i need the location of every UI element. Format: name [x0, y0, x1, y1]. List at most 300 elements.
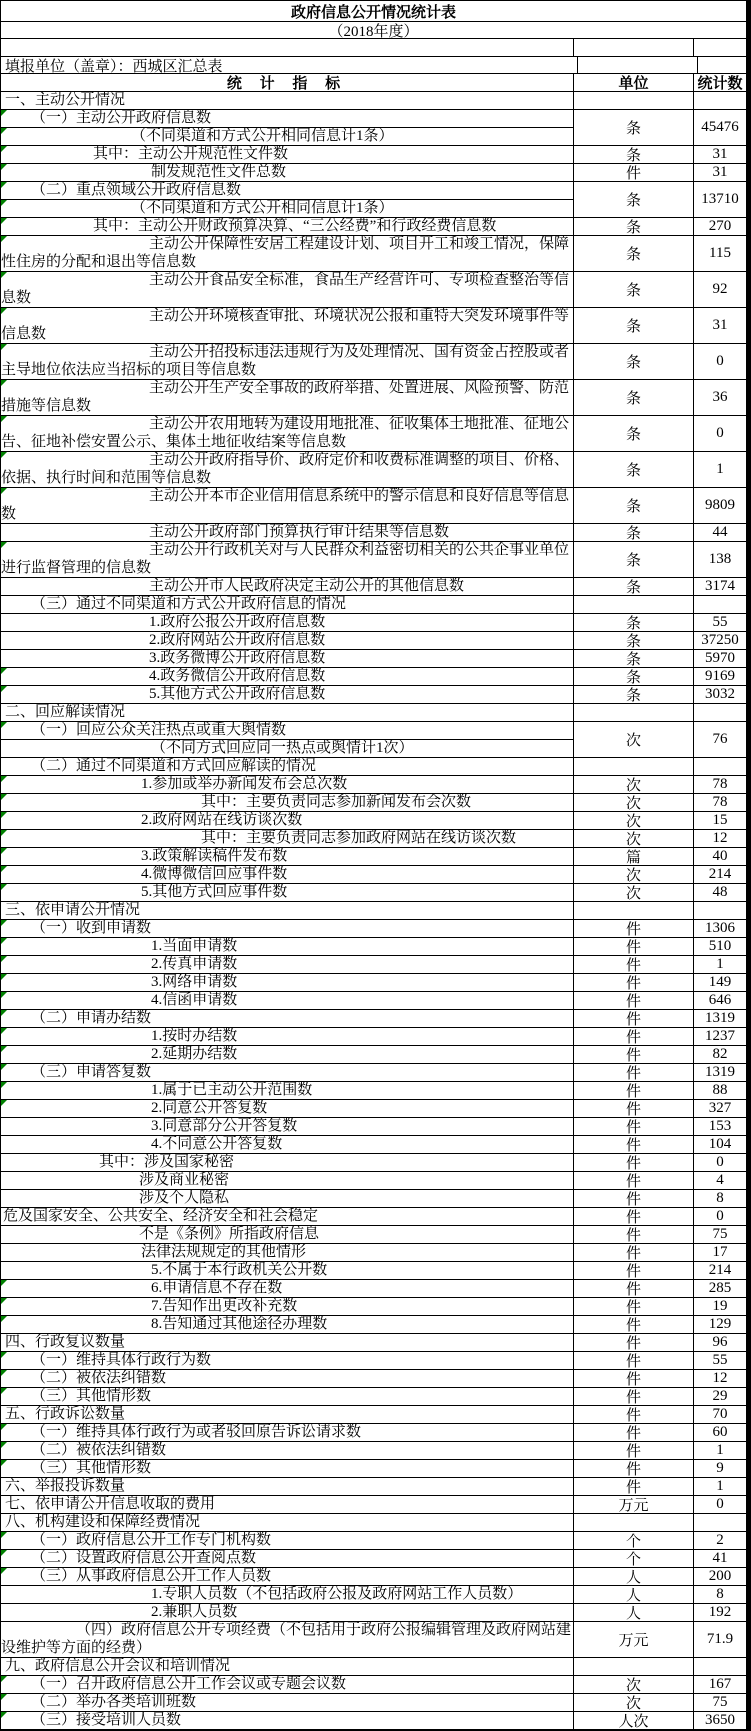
- unit-cell[interactable]: 万元: [574, 1622, 694, 1657]
- value-cell[interactable]: 1: [716, 1442, 724, 1458]
- value-cell[interactable]: 92: [712, 281, 728, 297]
- value-cell[interactable]: 1319: [705, 1064, 735, 1080]
- indicator-cell[interactable]: [1, 1064, 574, 1081]
- blank-value-cell[interactable]: [694, 39, 746, 56]
- value-cell[interactable]: 9809: [705, 497, 735, 513]
- excel-error-marker-icon: [1, 992, 7, 998]
- excel-error-marker-icon: [1, 200, 7, 206]
- unit-cell[interactable]: 条: [574, 236, 694, 271]
- unit-cell[interactable]: [574, 1658, 694, 1675]
- indicator-text: （二）被依法纠错数: [31, 1442, 167, 1458]
- unit-cell[interactable]: 件: [574, 1352, 694, 1369]
- unit-cell[interactable]: 件: [574, 1172, 694, 1189]
- value-cell[interactable]: 60: [712, 1424, 728, 1440]
- value-cell[interactable]: 9: [716, 1460, 724, 1476]
- value-cell[interactable]: 138: [708, 551, 732, 567]
- excel-error-marker-icon: [1, 938, 7, 944]
- indicator-cell[interactable]: [1, 1334, 574, 1351]
- indicator-cell[interactable]: [1, 1622, 574, 1657]
- unit-cell[interactable]: 件: [574, 1262, 694, 1279]
- unit-cell[interactable]: 万元: [574, 1496, 694, 1513]
- indicator-cell[interactable]: [1, 632, 574, 649]
- indicator-cell[interactable]: [1, 1316, 574, 1333]
- indicator-cell[interactable]: [1, 1352, 574, 1369]
- indicator-cell[interactable]: [1, 830, 574, 847]
- indicator-cell[interactable]: [1, 578, 574, 595]
- indicator-cell[interactable]: [1, 380, 574, 415]
- indicator-cell[interactable]: [1, 668, 574, 685]
- value-cell[interactable]: 0: [716, 425, 724, 441]
- value-cell[interactable]: 71.9: [706, 1631, 734, 1647]
- indicator-cell[interactable]: [1, 1712, 574, 1729]
- indicator-cell[interactable]: [1, 848, 574, 865]
- value-cell[interactable]: 1: [716, 956, 724, 972]
- indicator-cell[interactable]: [1, 1136, 574, 1153]
- unit-cell[interactable]: 条: [574, 632, 694, 649]
- indicator-cell[interactable]: [1, 164, 574, 181]
- value-cell[interactable]: 55: [712, 1352, 728, 1368]
- value-cell[interactable]: [694, 1514, 746, 1531]
- indicator-cell[interactable]: [1, 1046, 574, 1063]
- indicator-text: 三、依申请公开情况: [5, 902, 141, 918]
- table-row: [1, 1496, 746, 1514]
- table-row: [1, 1712, 746, 1729]
- table-row: [1, 722, 746, 758]
- value-cell[interactable]: 285: [708, 1280, 732, 1296]
- unit-cell[interactable]: 件: [574, 974, 694, 991]
- indicator-cell[interactable]: [1, 1460, 574, 1477]
- indicator-cell[interactable]: [1, 488, 574, 523]
- value-cell[interactable]: 9169: [705, 668, 735, 684]
- indicator-text: 3.网络申请数: [151, 974, 238, 990]
- value-cell[interactable]: 44: [712, 524, 728, 540]
- indicator-cell[interactable]: [1, 812, 574, 829]
- unit-cell[interactable]: [574, 704, 694, 721]
- value-cell[interactable]: 19: [712, 1298, 728, 1314]
- indicator-cell[interactable]: [1, 956, 574, 973]
- indicator-cell[interactable]: [1, 1388, 574, 1405]
- unit-cell[interactable]: 人: [574, 1604, 694, 1621]
- value-cell[interactable]: [694, 902, 746, 919]
- table-row: [1, 542, 746, 578]
- unit-cell[interactable]: [574, 92, 694, 109]
- excel-error-marker-icon: [1, 1676, 7, 1682]
- unit-cell[interactable]: 件: [574, 1280, 694, 1297]
- indicator-cell[interactable]: [1, 1118, 574, 1135]
- indicator-text: 其中：主动公开财政预算决算、“三公经费”和行政经费信息数: [93, 218, 497, 234]
- unit-cell[interactable]: 条: [574, 578, 694, 595]
- indicator-text: 主动公开招投标违法违规行为及处理情况、国有资金占控股或者主导地位依法应当招标的项目等信息数: [1, 344, 570, 378]
- unit-cell[interactable]: 件: [574, 1028, 694, 1045]
- unit-cell[interactable]: 件: [574, 1334, 694, 1351]
- unit-cell[interactable]: 件: [574, 1442, 694, 1459]
- value-cell[interactable]: 82: [712, 1046, 728, 1062]
- indicator-cell[interactable]: [1, 992, 574, 1009]
- unit-cell[interactable]: 条: [574, 110, 694, 145]
- unit-cell[interactable]: 次: [574, 812, 694, 829]
- value-cell[interactable]: [694, 1658, 746, 1675]
- excel-error-marker-icon: [1, 974, 7, 980]
- value-cell[interactable]: 2: [716, 1532, 724, 1548]
- value-cell[interactable]: 327: [708, 1100, 732, 1116]
- value-cell[interactable]: 104: [708, 1136, 732, 1152]
- excel-error-marker-icon: [1, 686, 7, 692]
- indicator-text: （三）其他情形数: [31, 1460, 152, 1476]
- indicator-cell[interactable]: [1, 146, 574, 163]
- column-header-indicator[interactable]: 统 计 指 标: [1, 74, 574, 91]
- indicator-cell[interactable]: [1, 1694, 574, 1711]
- unit-cell[interactable]: 个: [574, 1550, 694, 1567]
- indicator-cell[interactable]: [1, 776, 574, 793]
- unit-cell[interactable]: 条: [574, 452, 694, 487]
- unit-cell[interactable]: 条: [574, 686, 694, 703]
- value-cell[interactable]: 96: [712, 1334, 728, 1350]
- unit-cell[interactable]: 件: [574, 1298, 694, 1315]
- unit-cell[interactable]: 条: [574, 416, 694, 451]
- unit-cell[interactable]: 件: [574, 164, 694, 181]
- indicator-cell[interactable]: [1, 650, 574, 667]
- indicator-text: 2.兼职人员数: [151, 1604, 238, 1620]
- unit-cell[interactable]: 件: [574, 1064, 694, 1081]
- indicator-cell[interactable]: [1, 596, 574, 613]
- unit-cell[interactable]: [574, 758, 694, 775]
- indicator-cell[interactable]: [1, 866, 574, 883]
- value-cell[interactable]: 192: [708, 1604, 732, 1620]
- value-cell[interactable]: 12: [712, 1370, 728, 1386]
- blank-unit-cell[interactable]: [574, 39, 694, 56]
- value-cell[interactable]: 40: [712, 848, 728, 864]
- value-cell[interactable]: 214: [708, 1262, 732, 1278]
- indicator-cell[interactable]: [1, 1514, 574, 1531]
- unit-cell[interactable]: 条: [574, 488, 694, 523]
- unit-cell[interactable]: 件: [574, 1478, 694, 1495]
- indicator-cell[interactable]: [1, 1280, 574, 1297]
- value-cell[interactable]: 115: [709, 245, 731, 261]
- value-cell[interactable]: [694, 758, 746, 775]
- unit-cell[interactable]: 篇: [574, 848, 694, 865]
- indicator-cell[interactable]: [1, 920, 574, 937]
- value-cell[interactable]: 510: [708, 938, 732, 954]
- blank-indicator-cell[interactable]: [1, 39, 574, 56]
- indicator-text: 2.延期办结数: [151, 1046, 238, 1062]
- unit-cell[interactable]: 件: [574, 1118, 694, 1135]
- value-cell[interactable]: 29: [712, 1388, 728, 1404]
- indicator-cell[interactable]: [1, 182, 574, 217]
- value-cell[interactable]: 1319: [705, 1010, 735, 1026]
- indicator-cell[interactable]: [1, 1244, 574, 1261]
- indicator-text: 3.同意部分公开答复数: [151, 1118, 298, 1134]
- indicator-text: 4.不同意公开答复数: [151, 1136, 283, 1152]
- unit-cell[interactable]: 件: [574, 1010, 694, 1027]
- excel-error-marker-icon: [1, 1082, 7, 1088]
- unit-cell[interactable]: 件: [574, 1154, 694, 1171]
- unit-cell[interactable]: 件: [574, 992, 694, 1009]
- indicator-text: 主动公开行政机关对与人民群众利益密切相关的公共企事业单位进行监督管理的信息数: [1, 542, 570, 576]
- indicator-cell[interactable]: [1, 1370, 574, 1387]
- indicator-text: 五、行政诉讼数量: [5, 1406, 126, 1422]
- unit-cell[interactable]: 件: [574, 1244, 694, 1261]
- indicator-cell[interactable]: [1, 686, 574, 703]
- excel-error-marker-icon: [1, 830, 7, 836]
- unit-cell[interactable]: 次: [574, 776, 694, 793]
- indicator-cell[interactable]: [1, 614, 574, 631]
- unit-cell[interactable]: 条: [574, 182, 694, 217]
- indicator-cell[interactable]: [1, 1208, 574, 1225]
- excel-error-marker-icon: [1, 1424, 7, 1430]
- unit-cell[interactable]: 条: [574, 380, 694, 415]
- indicator-cell[interactable]: [1, 938, 574, 955]
- value-cell[interactable]: 0: [716, 1208, 724, 1224]
- unit-cell[interactable]: 件: [574, 1388, 694, 1405]
- indicator-text: 主动公开农用地转为建设用地批准、征收集体土地批准、征地公告、征地补偿安置公示、集体土地征收结案等信息数: [1, 416, 570, 450]
- indicator-cell[interactable]: [1, 272, 574, 307]
- value-cell[interactable]: 8: [716, 1586, 724, 1602]
- indicator-cell[interactable]: [1, 542, 574, 577]
- indicator-cell[interactable]: [1, 1028, 574, 1045]
- indicator-text: 1.参加或举办新闻发布会总次数: [141, 776, 348, 792]
- indicator-cell[interactable]: [1, 722, 574, 757]
- value-cell[interactable]: [694, 92, 746, 109]
- unit-cell[interactable]: 条: [574, 308, 694, 343]
- indicator-cell[interactable]: [1, 974, 574, 991]
- value-cell[interactable]: 37250: [701, 632, 739, 648]
- indicator-text: 4.微博微信回应事件数: [141, 866, 288, 882]
- indicator-cell[interactable]: [1, 110, 574, 145]
- filler-value-cell[interactable]: [698, 57, 746, 73]
- table-row: [1, 182, 746, 218]
- indicator-cell[interactable]: [1, 1424, 574, 1441]
- column-header-unit[interactable]: 单位: [574, 74, 694, 91]
- value-cell[interactable]: 3032: [705, 686, 735, 702]
- indicator-cell[interactable]: [1, 1658, 574, 1675]
- value-cell[interactable]: 17: [712, 1244, 728, 1260]
- value-cell[interactable]: 8: [716, 1190, 724, 1206]
- unit-cell[interactable]: 次: [574, 722, 694, 757]
- excel-error-marker-icon: [1, 668, 7, 674]
- unit-cell[interactable]: 条: [574, 272, 694, 307]
- value-cell[interactable]: 76: [712, 731, 728, 747]
- value-cell[interactable]: 3650: [705, 1712, 735, 1728]
- indicator-cell[interactable]: [1, 1478, 574, 1495]
- value-cell[interactable]: [694, 704, 746, 721]
- value-cell[interactable]: 1: [716, 461, 724, 477]
- indicator-text: 7.告知作出更改补充数: [151, 1298, 298, 1314]
- indicator-cell[interactable]: [1, 1532, 574, 1549]
- unit-cell[interactable]: 次: [574, 884, 694, 901]
- value-cell[interactable]: 153: [708, 1118, 732, 1134]
- value-cell[interactable]: 0: [716, 1496, 724, 1512]
- blank-row: [1, 39, 746, 57]
- unit-cell[interactable]: 件: [574, 1100, 694, 1117]
- value-cell[interactable]: 48: [712, 884, 728, 900]
- value-cell[interactable]: 78: [712, 776, 728, 792]
- value-cell[interactable]: 55: [712, 614, 728, 630]
- indicator-cell[interactable]: [1, 236, 574, 271]
- unit-cell[interactable]: 件: [574, 956, 694, 973]
- value-cell[interactable]: 214: [708, 866, 732, 882]
- indicator-cell[interactable]: [1, 1586, 574, 1603]
- value-cell[interactable]: 0: [716, 1154, 724, 1170]
- indicator-cell[interactable]: [1, 1100, 574, 1117]
- indicator-cell[interactable]: [1, 344, 574, 379]
- filler-unit-cell[interactable]: [578, 57, 698, 73]
- indicator-subtext: （不同渠道和方式公开相同信息计1条）: [1, 127, 573, 145]
- unit-cell[interactable]: 人: [574, 1568, 694, 1585]
- unit-cell[interactable]: [574, 596, 694, 613]
- indicator-cell[interactable]: [1, 1604, 574, 1621]
- unit-cell[interactable]: 次: [574, 794, 694, 811]
- value-cell[interactable]: 4: [716, 1172, 724, 1188]
- value-cell[interactable]: 75: [712, 1694, 728, 1710]
- unit-cell[interactable]: 件: [574, 1046, 694, 1063]
- value-cell[interactable]: 78: [712, 794, 728, 810]
- value-cell[interactable]: 31: [712, 146, 728, 162]
- value-cell[interactable]: 646: [708, 992, 732, 1008]
- value-cell[interactable]: 88: [712, 1082, 728, 1098]
- unit-cell[interactable]: [574, 1514, 694, 1531]
- indicator-cell[interactable]: [1, 1298, 574, 1315]
- indicator-text: 3.政务微博公开政府信息数: [149, 650, 326, 666]
- indicator-text: （三）其他情形数: [31, 1388, 152, 1404]
- value-cell[interactable]: 70: [712, 1406, 728, 1422]
- unit-cell[interactable]: 人: [574, 1586, 694, 1603]
- value-cell[interactable]: 36: [712, 389, 728, 405]
- indicator-cell[interactable]: [1, 1406, 574, 1423]
- indicator-cell[interactable]: [1, 452, 574, 487]
- indicator-cell[interactable]: [1, 308, 574, 343]
- indicator-text: 5.其他方式回应事件数: [141, 884, 288, 900]
- unit-cell[interactable]: 件: [574, 1370, 694, 1387]
- value-cell[interactable]: 1306: [705, 920, 735, 936]
- excel-error-marker-icon: [1, 452, 7, 458]
- unit-cell[interactable]: 次: [574, 1694, 694, 1711]
- excel-error-marker-icon: [1, 1370, 7, 1376]
- unit-cell[interactable]: 件: [574, 1226, 694, 1243]
- indicator-cell[interactable]: [1, 1172, 574, 1189]
- table-row: [1, 110, 746, 146]
- indicator-cell[interactable]: [1, 1568, 574, 1585]
- indicator-cell[interactable]: [1, 1442, 574, 1459]
- unit-cell[interactable]: 条: [574, 218, 694, 235]
- unit-cell[interactable]: 件: [574, 1316, 694, 1333]
- value-cell[interactable]: 167: [708, 1676, 732, 1692]
- indicator-cell[interactable]: [1, 524, 574, 541]
- unit-cell[interactable]: 件: [574, 1460, 694, 1477]
- unit-cell[interactable]: 条: [574, 614, 694, 631]
- excel-error-marker-icon: [1, 794, 7, 800]
- unit-cell[interactable]: 条: [574, 344, 694, 379]
- indicator-text: 九、政府信息公开会议和培训情况: [5, 1658, 231, 1674]
- indicator-text: 一、主动公开情况: [5, 92, 126, 108]
- unit-cell[interactable]: 条: [574, 542, 694, 577]
- indicator-text: 二、回应解读情况: [5, 704, 126, 720]
- indicator-cell[interactable]: [1, 1550, 574, 1567]
- value-cell[interactable]: 5970: [705, 650, 735, 666]
- indicator-cell[interactable]: [1, 1676, 574, 1693]
- page-title: 政府信息公开情况统计表: [290, 4, 456, 21]
- value-cell[interactable]: 45476: [701, 119, 739, 135]
- indicator-cell[interactable]: [1, 1262, 574, 1279]
- value-cell[interactable]: 1: [716, 1478, 724, 1494]
- indicator-cell[interactable]: [1, 218, 574, 235]
- unit-cell[interactable]: 件: [574, 1424, 694, 1441]
- value-cell[interactable]: 13710: [701, 191, 739, 207]
- excel-error-marker-icon: [1, 344, 7, 350]
- unit-cell[interactable]: 件: [574, 1136, 694, 1153]
- indicator-text: 七、依申请公开信息收取的费用: [5, 1496, 216, 1512]
- unit-cell[interactable]: 条: [574, 650, 694, 667]
- value-cell[interactable]: 0: [716, 353, 724, 369]
- indicator-cell[interactable]: [1, 92, 574, 109]
- value-cell[interactable]: 12: [712, 830, 728, 846]
- filler-unit-label[interactable]: 填报单位（盖章）：西城区汇总表: [1, 57, 578, 73]
- value-cell[interactable]: 270: [708, 218, 732, 234]
- subtitle-row: [1, 22, 746, 39]
- value-cell[interactable]: [694, 596, 746, 613]
- unit-cell[interactable]: 件: [574, 1082, 694, 1099]
- value-cell[interactable]: 15: [712, 812, 728, 828]
- indicator-cell[interactable]: [1, 1496, 574, 1513]
- value-cell[interactable]: 75: [712, 1226, 728, 1242]
- value-cell[interactable]: 41: [712, 1550, 728, 1566]
- unit-cell[interactable]: 人次: [574, 1712, 694, 1729]
- unit-cell[interactable]: 条: [574, 524, 694, 541]
- unit-cell[interactable]: 件: [574, 1208, 694, 1225]
- indicator-cell[interactable]: [1, 1082, 574, 1099]
- excel-error-marker-icon: [1, 848, 7, 854]
- table-row: [1, 578, 746, 596]
- value-cell[interactable]: 149: [708, 974, 732, 990]
- indicator-cell[interactable]: [1, 884, 574, 901]
- unit-cell[interactable]: 次: [574, 866, 694, 883]
- unit-cell[interactable]: 个: [574, 1532, 694, 1549]
- indicator-cell[interactable]: [1, 1154, 574, 1171]
- unit-cell[interactable]: 条: [574, 668, 694, 685]
- indicator-text: 危及国家安全、公共安全、经济安全和社会稳定: [3, 1208, 319, 1224]
- value-cell[interactable]: 200: [708, 1568, 732, 1584]
- indicator-cell[interactable]: [1, 416, 574, 451]
- indicator-cell[interactable]: [1, 1010, 574, 1027]
- excel-error-marker-icon: [1, 866, 7, 872]
- unit-cell[interactable]: 次: [574, 1676, 694, 1693]
- unit-cell[interactable]: [574, 902, 694, 919]
- value-cell[interactable]: 3174: [705, 578, 735, 594]
- column-header-value[interactable]: 统计数: [697, 76, 743, 92]
- value-cell[interactable]: 31: [712, 317, 728, 333]
- indicator-text: （二）重点领域公开政府信息数: [1, 182, 573, 199]
- unit-cell[interactable]: 件: [574, 920, 694, 937]
- indicator-text: 1.属于已主动公开范围数: [151, 1082, 313, 1098]
- indicator-text: 主动公开食品安全标准，食品生产经营许可、专项检查整治等信息数: [1, 272, 570, 306]
- unit-cell[interactable]: 件: [574, 938, 694, 955]
- indicator-subtext: （不同渠道和方式公开相同信息计1条）: [1, 199, 573, 217]
- unit-cell[interactable]: 条: [574, 146, 694, 163]
- unit-cell[interactable]: 件: [574, 1406, 694, 1423]
- indicator-cell[interactable]: [1, 758, 574, 775]
- indicator-cell[interactable]: [1, 902, 574, 919]
- value-cell[interactable]: 1237: [705, 1028, 735, 1044]
- indicator-cell[interactable]: [1, 794, 574, 811]
- value-cell[interactable]: 129: [708, 1316, 732, 1332]
- indicator-cell[interactable]: [1, 1226, 574, 1243]
- table-body: [1, 92, 746, 1729]
- value-cell[interactable]: 31: [712, 164, 728, 180]
- excel-error-marker-icon: [1, 542, 7, 548]
- unit-cell[interactable]: 次: [574, 830, 694, 847]
- unit-cell[interactable]: 件: [574, 1190, 694, 1207]
- indicator-cell[interactable]: [1, 1190, 574, 1207]
- indicator-cell[interactable]: [1, 704, 574, 721]
